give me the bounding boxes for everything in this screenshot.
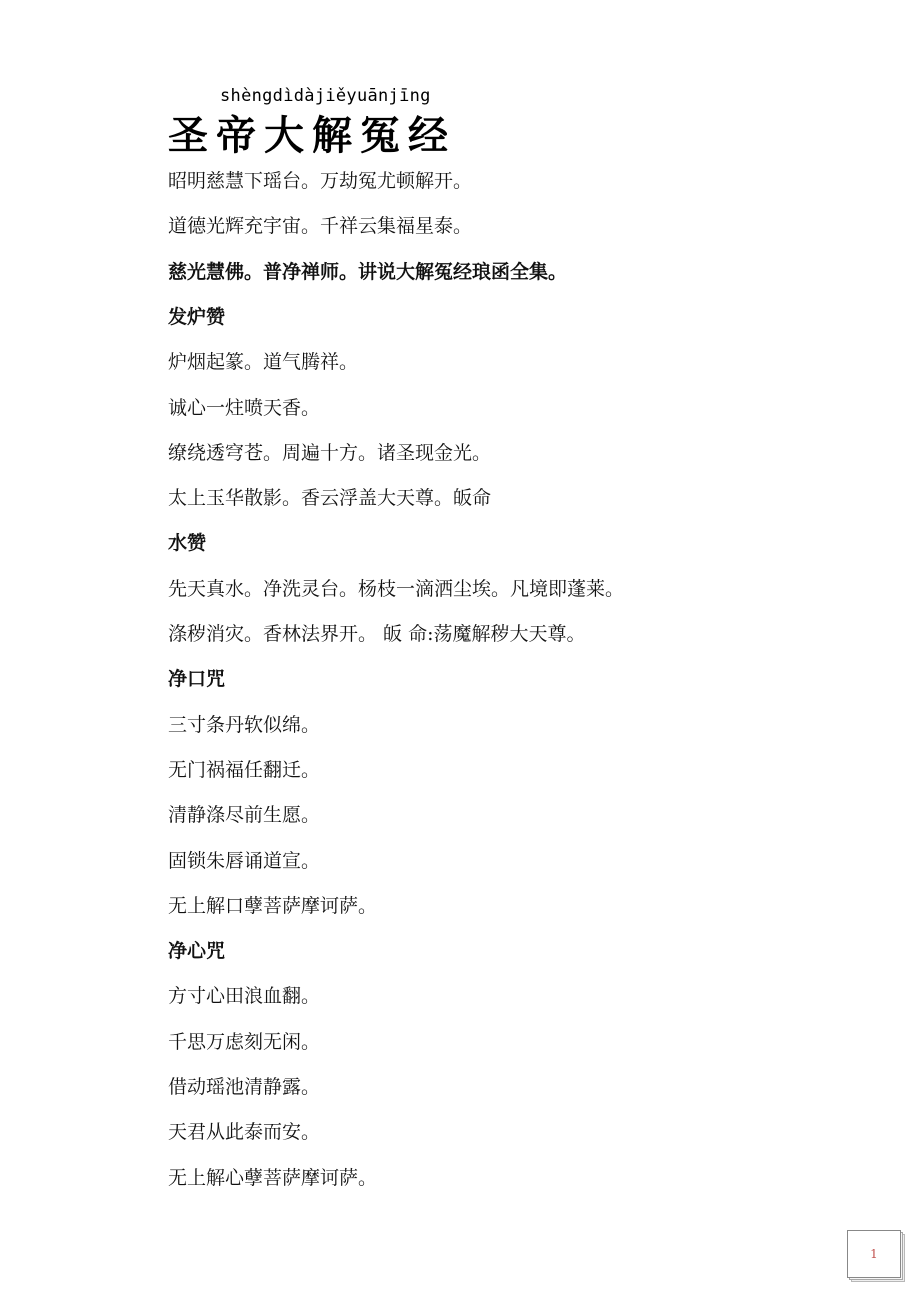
page-title: 圣帝大解冤经 [168, 112, 456, 159]
section-heading: 水赞 [168, 532, 207, 555]
verse-line: 固锁朱唇诵道宣。 [168, 849, 321, 872]
verse-line: 缭绕透穹苍。周遍十方。诸圣现金光。 [168, 441, 492, 464]
verse-line: 先天真水。净洗灵台。杨枝一滴洒尘埃。凡境即蓬莱。 [168, 577, 625, 600]
verse-line: 天君从此泰而安。 [168, 1121, 321, 1144]
section-heading: 净口咒 [168, 668, 226, 691]
verse-line: 昭明慈慧下瑶台。万劫冤尤顿解开。 [168, 170, 473, 192]
verse-line: 道德光辉充宇宙。千祥云集福星泰。 [168, 215, 473, 238]
verse-line: 太上玉华散影。香云浮盖大天尊。皈命 [168, 487, 492, 510]
page-number-box [847, 1230, 903, 1280]
page-number: 1 [847, 1230, 901, 1278]
verse-line: 三寸条丹软似绵。 [168, 713, 321, 736]
verse-line: 涤秽消灾。香林法界开。 皈 命:荡魔解秽大天尊。 [168, 623, 586, 645]
verse-line: 借动瑶池清静露。 [168, 1076, 321, 1098]
verse-line: 无门祸福任翻迁。 [168, 758, 321, 781]
section-heading: 净心咒 [168, 940, 226, 963]
verse-line: 诚心一炷喷天香。 [168, 396, 321, 419]
verse-line: 方寸心田浪血翻。 [168, 985, 321, 1008]
verse-line: 清静涤尽前生愿。 [168, 804, 321, 827]
section-heading: 慈光慧佛。普净禅师。讲说大解冤经琅函全集。 [168, 260, 568, 283]
verse-line: 千思万虑刻无闲。 [168, 1030, 321, 1053]
section-heading: 发炉赞 [168, 305, 226, 328]
verse-line: 无上解心孽菩萨摩诃萨。 [168, 1166, 378, 1189]
verse-line: 炉烟起篆。道气腾祥。 [168, 351, 359, 374]
title-pinyin: shèngdìdàjiěyuānjīng [220, 86, 431, 106]
verse-line: 无上解口孽菩萨摩诃萨。 [168, 894, 378, 917]
